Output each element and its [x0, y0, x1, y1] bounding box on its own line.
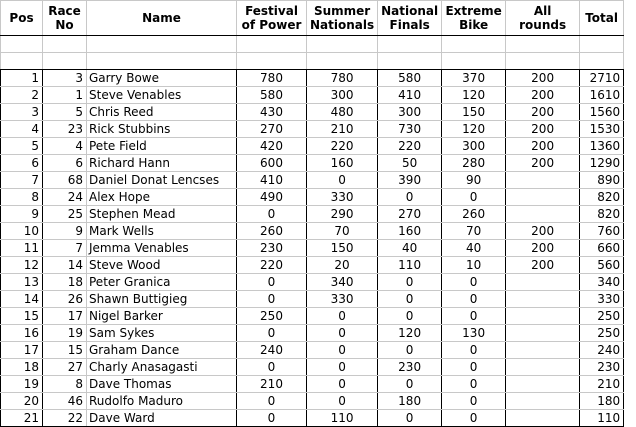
- cell-total: 1530: [580, 121, 624, 138]
- cell-festival-of-power: 0: [237, 410, 307, 427]
- cell-name: Alex Hope: [87, 189, 237, 206]
- cell-extreme-bike: 10: [442, 257, 506, 274]
- cell-all-rounds: [506, 325, 580, 342]
- cell-extreme-bike: 0: [442, 342, 506, 359]
- cell-name: Steve Wood: [87, 257, 237, 274]
- cell-total: 1610: [580, 87, 624, 104]
- table-row: [1, 359, 624, 376]
- cell-national-finals: 220: [378, 138, 442, 155]
- cell-national-finals: 390: [378, 172, 442, 189]
- cell-race-no: 3: [43, 70, 87, 87]
- cell-all-rounds: [506, 206, 580, 223]
- cell-all-rounds: [506, 393, 580, 410]
- cell-pos: 13: [1, 274, 43, 291]
- cell-total: 820: [580, 189, 624, 206]
- header-national-finals: National Finals: [378, 1, 442, 36]
- cell-all-rounds: [506, 342, 580, 359]
- header-pos: Pos: [1, 1, 43, 36]
- cell-extreme-bike: 0: [442, 274, 506, 291]
- cell-all-rounds: 200: [506, 70, 580, 87]
- cell-race-no: 23: [43, 121, 87, 138]
- cell-total: 250: [580, 325, 624, 342]
- table-row: [1, 325, 624, 342]
- cell-total: 760: [580, 223, 624, 240]
- cell-national-finals: 730: [378, 121, 442, 138]
- cell-national-finals: 0: [378, 189, 442, 206]
- cell-name: Nigel Barker: [87, 308, 237, 325]
- cell-total: 110: [580, 410, 624, 427]
- cell-festival-of-power: 250: [237, 308, 307, 325]
- cell-festival-of-power: 240: [237, 342, 307, 359]
- table-row: [1, 240, 624, 257]
- cell-festival-of-power: 0: [237, 325, 307, 342]
- table-row: [1, 87, 624, 104]
- header-row: [1, 1, 624, 36]
- cell-extreme-bike: 280: [442, 155, 506, 172]
- cell-total: 330: [580, 291, 624, 308]
- cell-summer-nationals: 300: [307, 87, 378, 104]
- cell-race-no: 1: [43, 87, 87, 104]
- cell-pos: 8: [1, 189, 43, 206]
- cell-summer-nationals: 480: [307, 104, 378, 121]
- cell-pos: 2: [1, 87, 43, 104]
- cell-name: Graham Dance: [87, 342, 237, 359]
- cell-all-rounds: [506, 376, 580, 393]
- cell-festival-of-power: 260: [237, 223, 307, 240]
- cell-summer-nationals: 20: [307, 257, 378, 274]
- cell-name: Chris Reed: [87, 104, 237, 121]
- cell-pos: 1: [1, 70, 43, 87]
- cell-pos: 11: [1, 240, 43, 257]
- cell-race-no: 68: [43, 172, 87, 189]
- cell-extreme-bike: 0: [442, 393, 506, 410]
- cell-summer-nationals: 0: [307, 172, 378, 189]
- cell-festival-of-power: 270: [237, 121, 307, 138]
- cell-pos: 18: [1, 359, 43, 376]
- cell-extreme-bike: 0: [442, 291, 506, 308]
- cell-all-rounds: 200: [506, 223, 580, 240]
- cell-race-no: 17: [43, 308, 87, 325]
- header-extreme-bike: Extreme Bike: [442, 1, 506, 36]
- cell-pos: 6: [1, 155, 43, 172]
- cell-all-rounds: 200: [506, 104, 580, 121]
- cell-extreme-bike: 0: [442, 359, 506, 376]
- cell-pos: 9: [1, 206, 43, 223]
- cell-extreme-bike: 300: [442, 138, 506, 155]
- cell-all-rounds: [506, 308, 580, 325]
- cell-pos: 14: [1, 291, 43, 308]
- table-row: [1, 291, 624, 308]
- cell-national-finals: 40: [378, 240, 442, 257]
- table-row: [1, 376, 624, 393]
- cell-festival-of-power: 0: [237, 393, 307, 410]
- cell-extreme-bike: 150: [442, 104, 506, 121]
- cell-summer-nationals: 210: [307, 121, 378, 138]
- cell-total: 210: [580, 376, 624, 393]
- cell-total: 660: [580, 240, 624, 257]
- cell-race-no: 22: [43, 410, 87, 427]
- cell-all-rounds: [506, 410, 580, 427]
- cell-national-finals: 50: [378, 155, 442, 172]
- cell-summer-nationals: 330: [307, 189, 378, 206]
- cell-total: 250: [580, 308, 624, 325]
- cell-race-no: 24: [43, 189, 87, 206]
- cell-all-rounds: [506, 189, 580, 206]
- cell-name: Dave Thomas: [87, 376, 237, 393]
- cell-extreme-bike: 0: [442, 410, 506, 427]
- cell-summer-nationals: 0: [307, 325, 378, 342]
- cell-total: 820: [580, 206, 624, 223]
- cell-summer-nationals: 70: [307, 223, 378, 240]
- cell-race-no: 46: [43, 393, 87, 410]
- cell-pos: 10: [1, 223, 43, 240]
- table-row: [1, 138, 624, 155]
- cell-festival-of-power: 0: [237, 206, 307, 223]
- cell-total: 560: [580, 257, 624, 274]
- cell-festival-of-power: 780: [237, 70, 307, 87]
- cell-name: Sam Sykes: [87, 325, 237, 342]
- cell-national-finals: 0: [378, 308, 442, 325]
- table-row: [1, 410, 624, 427]
- cell-all-rounds: 200: [506, 138, 580, 155]
- cell-total: 1360: [580, 138, 624, 155]
- cell-name: Daniel Donat Lencses: [87, 172, 237, 189]
- cell-national-finals: 180: [378, 393, 442, 410]
- cell-name: Steve Venables: [87, 87, 237, 104]
- cell-national-finals: 110: [378, 257, 442, 274]
- cell-pos: 3: [1, 104, 43, 121]
- cell-extreme-bike: 0: [442, 308, 506, 325]
- table-row: [1, 121, 624, 138]
- table-row: [1, 393, 624, 410]
- cell-all-rounds: 200: [506, 121, 580, 138]
- cell-all-rounds: [506, 274, 580, 291]
- cell-name: Dave Ward: [87, 410, 237, 427]
- cell-festival-of-power: 0: [237, 274, 307, 291]
- table-row: [1, 274, 624, 291]
- cell-festival-of-power: 230: [237, 240, 307, 257]
- cell-national-finals: 0: [378, 342, 442, 359]
- cell-name: Shawn Buttigieg: [87, 291, 237, 308]
- blank-row: [1, 53, 624, 70]
- blank-row: [1, 36, 624, 53]
- cell-name: Richard Hann: [87, 155, 237, 172]
- cell-summer-nationals: 290: [307, 206, 378, 223]
- table-row: [1, 172, 624, 189]
- cell-total: 240: [580, 342, 624, 359]
- cell-festival-of-power: 220: [237, 257, 307, 274]
- cell-total: 230: [580, 359, 624, 376]
- cell-summer-nationals: 330: [307, 291, 378, 308]
- cell-total: 1560: [580, 104, 624, 121]
- cell-national-finals: 160: [378, 223, 442, 240]
- cell-all-rounds: 200: [506, 155, 580, 172]
- cell-summer-nationals: 780: [307, 70, 378, 87]
- cell-summer-nationals: 160: [307, 155, 378, 172]
- cell-festival-of-power: 580: [237, 87, 307, 104]
- table-row: [1, 155, 624, 172]
- cell-name: Rick Stubbins: [87, 121, 237, 138]
- cell-extreme-bike: 70: [442, 223, 506, 240]
- cell-summer-nationals: 0: [307, 393, 378, 410]
- cell-summer-nationals: 0: [307, 376, 378, 393]
- cell-race-no: 8: [43, 376, 87, 393]
- cell-pos: 12: [1, 257, 43, 274]
- cell-extreme-bike: 370: [442, 70, 506, 87]
- cell-summer-nationals: 0: [307, 359, 378, 376]
- cell-extreme-bike: 90: [442, 172, 506, 189]
- cell-pos: 19: [1, 376, 43, 393]
- cell-summer-nationals: 220: [307, 138, 378, 155]
- header-name: Name: [87, 1, 237, 36]
- cell-national-finals: 0: [378, 274, 442, 291]
- cell-name: Stephen Mead: [87, 206, 237, 223]
- table-row: [1, 223, 624, 240]
- cell-summer-nationals: 0: [307, 308, 378, 325]
- cell-name: Charly Anasagasti: [87, 359, 237, 376]
- table-row: [1, 189, 624, 206]
- cell-all-rounds: 200: [506, 257, 580, 274]
- table-row: [1, 342, 624, 359]
- header-summer-nationals: Summer Nationals: [307, 1, 378, 36]
- cell-national-finals: 410: [378, 87, 442, 104]
- cell-race-no: 25: [43, 206, 87, 223]
- cell-summer-nationals: 340: [307, 274, 378, 291]
- cell-race-no: 5: [43, 104, 87, 121]
- cell-name: Garry Bowe: [87, 70, 237, 87]
- cell-pos: 20: [1, 393, 43, 410]
- cell-all-rounds: 200: [506, 87, 580, 104]
- cell-race-no: 27: [43, 359, 87, 376]
- cell-festival-of-power: 0: [237, 291, 307, 308]
- cell-all-rounds: [506, 291, 580, 308]
- cell-festival-of-power: 210: [237, 376, 307, 393]
- table-row: [1, 257, 624, 274]
- cell-national-finals: 0: [378, 376, 442, 393]
- table-row: [1, 70, 624, 87]
- cell-total: 890: [580, 172, 624, 189]
- cell-pos: 21: [1, 410, 43, 427]
- cell-extreme-bike: 260: [442, 206, 506, 223]
- cell-national-finals: 0: [378, 410, 442, 427]
- cell-total: 340: [580, 274, 624, 291]
- cell-total: 1290: [580, 155, 624, 172]
- cell-race-no: 26: [43, 291, 87, 308]
- cell-extreme-bike: 120: [442, 87, 506, 104]
- cell-total: 180: [580, 393, 624, 410]
- cell-national-finals: 0: [378, 291, 442, 308]
- cell-festival-of-power: 410: [237, 172, 307, 189]
- cell-national-finals: 120: [378, 325, 442, 342]
- cell-pos: 7: [1, 172, 43, 189]
- header-festival-of-power: Festival of Power: [237, 1, 307, 36]
- cell-race-no: 14: [43, 257, 87, 274]
- cell-total: 2710: [580, 70, 624, 87]
- cell-name: Mark Wells: [87, 223, 237, 240]
- cell-summer-nationals: 110: [307, 410, 378, 427]
- cell-national-finals: 230: [378, 359, 442, 376]
- cell-extreme-bike: 0: [442, 376, 506, 393]
- table-row: [1, 206, 624, 223]
- cell-all-rounds: [506, 172, 580, 189]
- cell-summer-nationals: 0: [307, 342, 378, 359]
- cell-extreme-bike: 40: [442, 240, 506, 257]
- cell-pos: 5: [1, 138, 43, 155]
- cell-race-no: 4: [43, 138, 87, 155]
- cell-race-no: 15: [43, 342, 87, 359]
- cell-festival-of-power: 600: [237, 155, 307, 172]
- cell-national-finals: 270: [378, 206, 442, 223]
- header-race-no: Race No: [43, 1, 87, 36]
- header-total: Total: [580, 1, 624, 36]
- cell-summer-nationals: 150: [307, 240, 378, 257]
- table-row: [1, 308, 624, 325]
- cell-race-no: 18: [43, 274, 87, 291]
- cell-race-no: 7: [43, 240, 87, 257]
- cell-name: Pete Field: [87, 138, 237, 155]
- cell-pos: 16: [1, 325, 43, 342]
- cell-extreme-bike: 0: [442, 189, 506, 206]
- cell-name: Rudolfo Maduro: [87, 393, 237, 410]
- cell-all-rounds: [506, 359, 580, 376]
- cell-race-no: 19: [43, 325, 87, 342]
- cell-festival-of-power: 420: [237, 138, 307, 155]
- cell-festival-of-power: 0: [237, 359, 307, 376]
- cell-pos: 15: [1, 308, 43, 325]
- cell-race-no: 9: [43, 223, 87, 240]
- cell-race-no: 6: [43, 155, 87, 172]
- cell-festival-of-power: 430: [237, 104, 307, 121]
- cell-extreme-bike: 120: [442, 121, 506, 138]
- cell-pos: 17: [1, 342, 43, 359]
- cell-name: Jemma Venables: [87, 240, 237, 257]
- cell-national-finals: 300: [378, 104, 442, 121]
- cell-all-rounds: 200: [506, 240, 580, 257]
- table-row: [1, 104, 624, 121]
- cell-festival-of-power: 490: [237, 189, 307, 206]
- cell-pos: 4: [1, 121, 43, 138]
- header-all-rounds: All rounds: [506, 1, 580, 36]
- cell-name: Peter Granica: [87, 274, 237, 291]
- cell-extreme-bike: 130: [442, 325, 506, 342]
- cell-national-finals: 580: [378, 70, 442, 87]
